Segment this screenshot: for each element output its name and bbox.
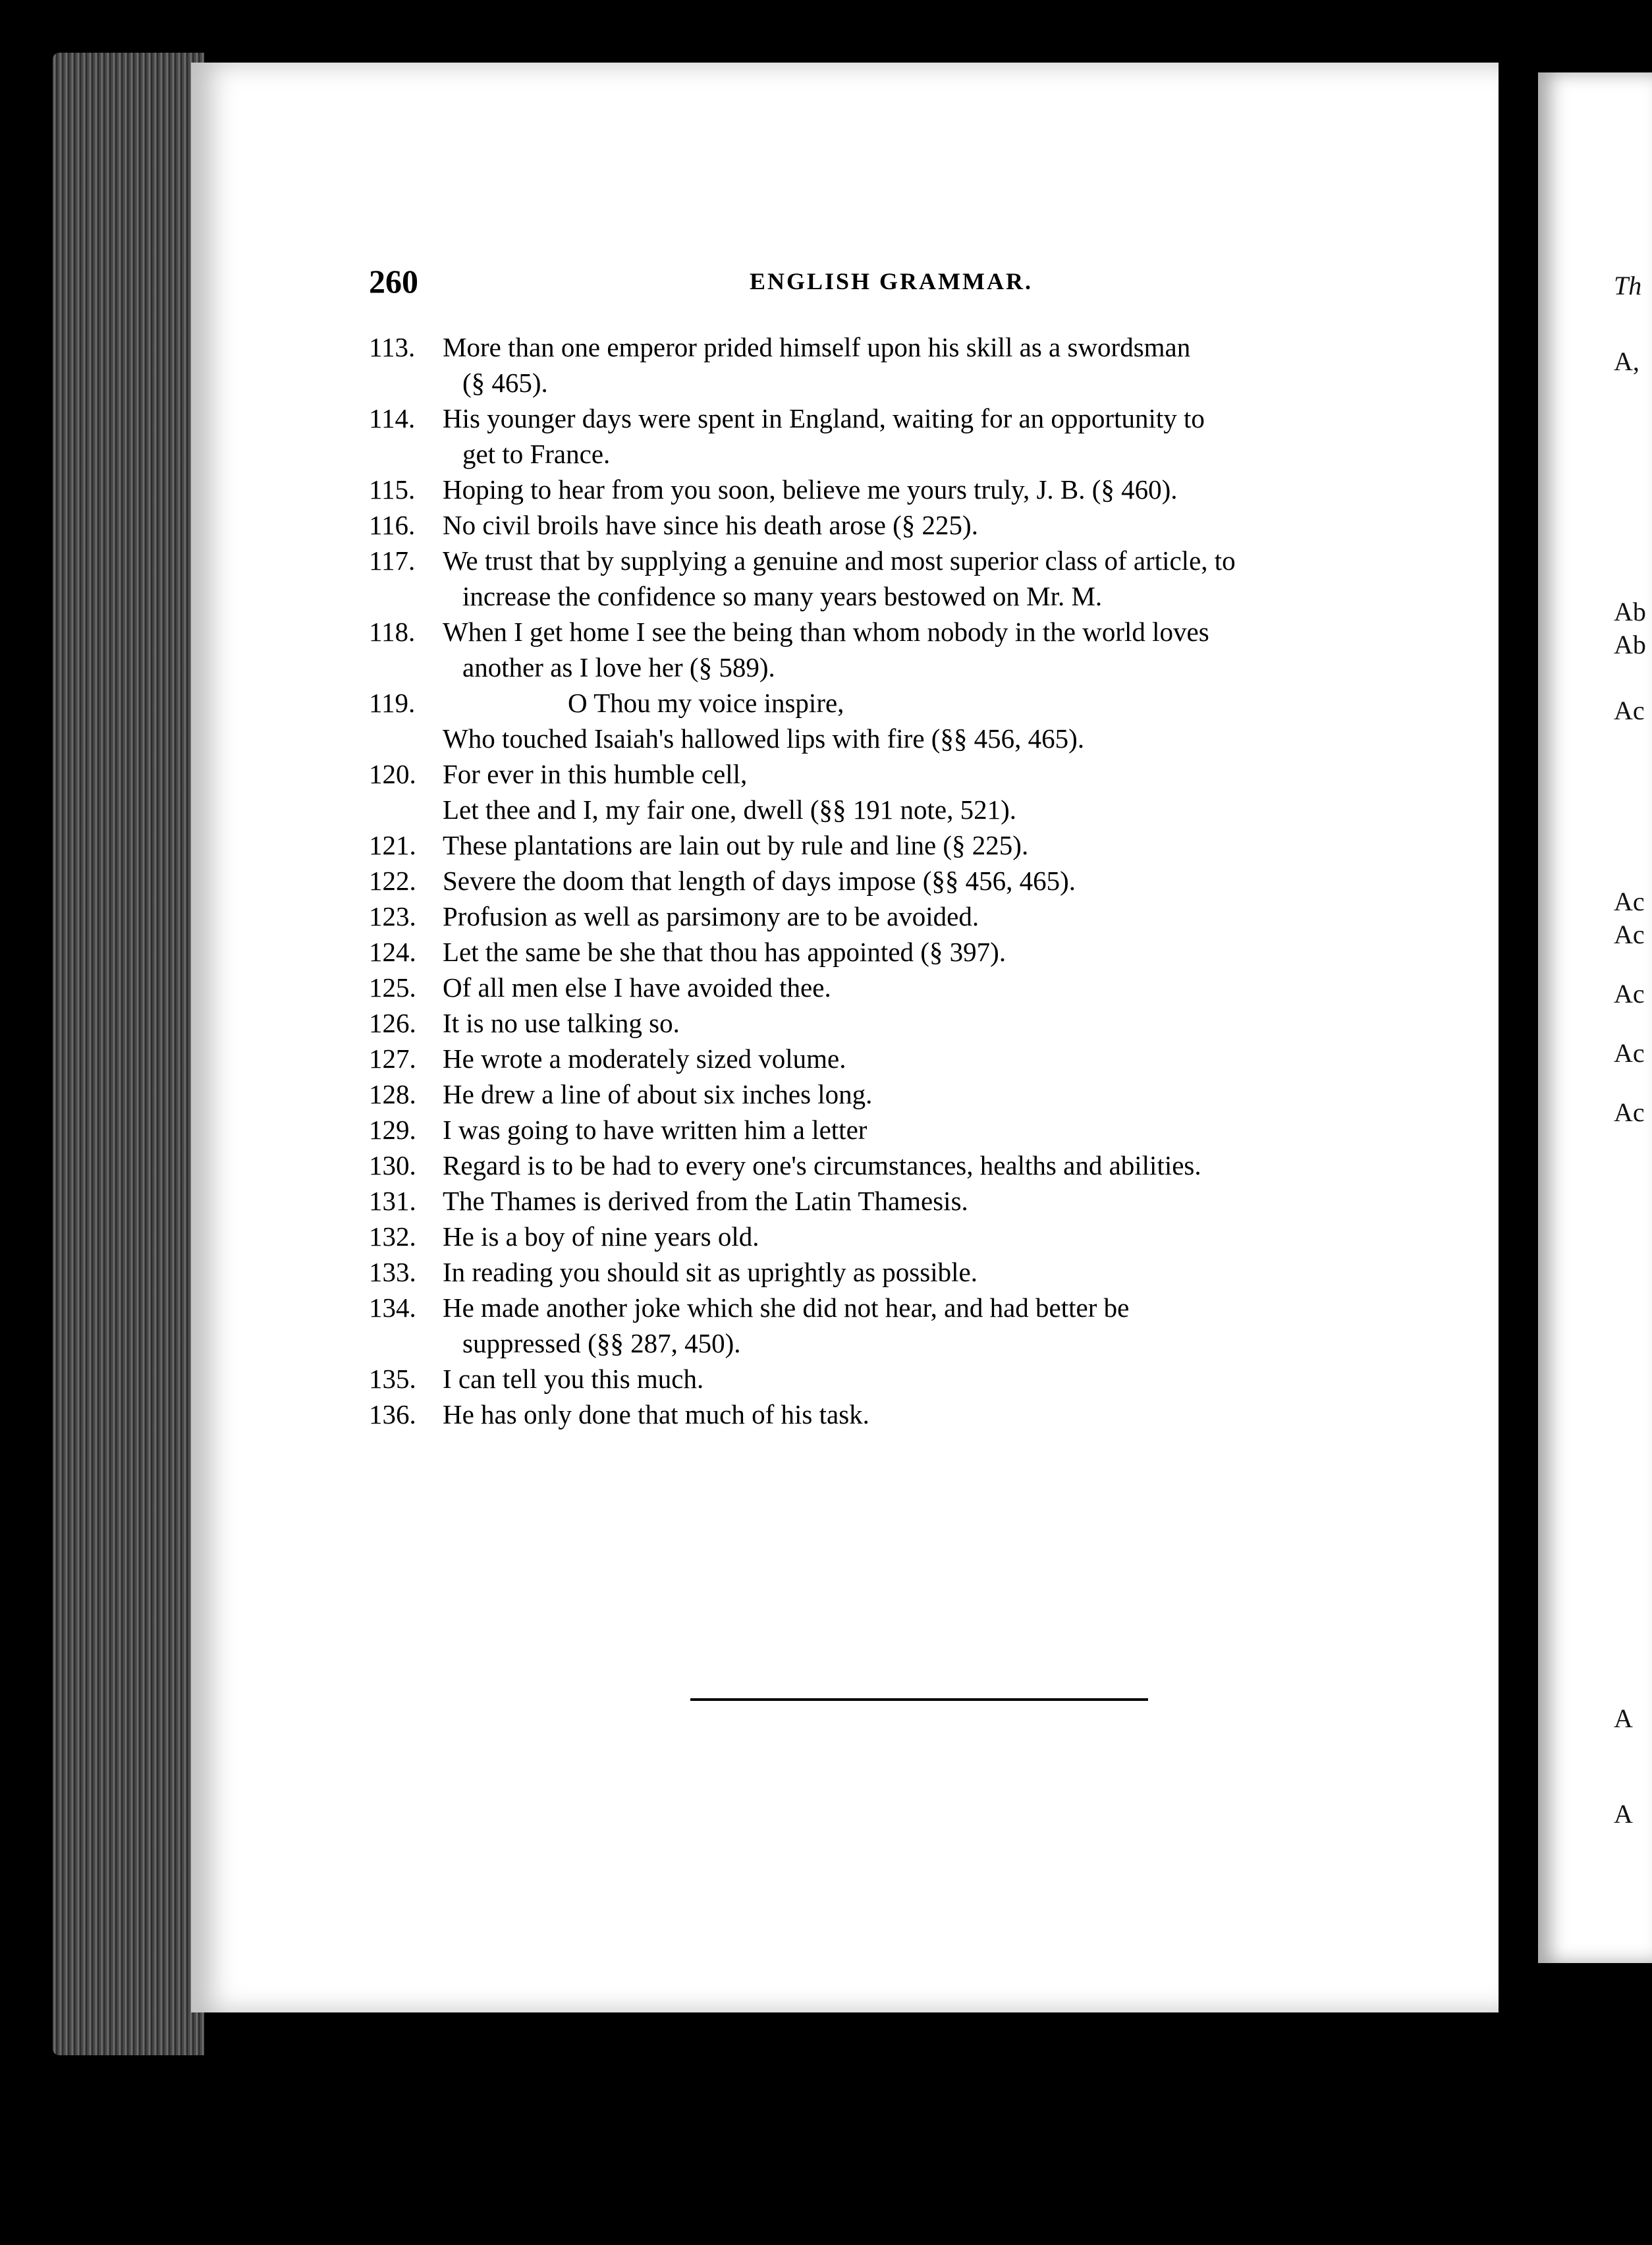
exercise-item	[369, 756, 1443, 827]
exercise-line: Of all men else I have avoided thee.	[443, 972, 831, 1003]
exercise-line: increase the confidence so many years bestowed on Mr. M.	[462, 581, 1103, 611]
exercise-number: 123.	[369, 901, 416, 931]
facing-fragment: A	[1614, 1799, 1633, 1829]
facing-fragment: Th	[1614, 271, 1642, 300]
exercise-number: 131.	[369, 1186, 416, 1216]
facing-fragment: Ab	[1614, 630, 1646, 659]
exercise-line: No civil broils have since his death arose (§ 225).	[443, 510, 978, 540]
exercise-line: Let the same be she that thou has appointed (§ 397).	[443, 937, 1006, 967]
exercise-number: 114.	[369, 403, 416, 433]
exercise-number: 134.	[369, 1292, 416, 1323]
exercise-item	[369, 1397, 1443, 1432]
exercise-item	[369, 1254, 1443, 1290]
exercise-number: 115.	[369, 474, 416, 505]
facing-page	[1538, 72, 1652, 1963]
exercise-item	[369, 1076, 1443, 1112]
exercise-item	[369, 970, 1443, 1005]
exercise-item	[369, 614, 1443, 685]
exercise-line: When I get home I see the being than whom nobody in the world loves	[443, 617, 1209, 647]
exercise-line: Profusion as well as parsimony are to be avoided.	[443, 901, 979, 931]
exercise-item	[369, 1005, 1443, 1041]
exercise-line: get to France.	[462, 439, 611, 469]
exercise-number: 135.	[369, 1364, 416, 1394]
exercise-line: O Thou my voice inspire,	[568, 688, 844, 718]
facing-fragment: Ac	[1614, 1038, 1645, 1068]
exercise-item	[369, 863, 1443, 899]
exercise-line: He has only done that much of his task.	[443, 1399, 869, 1429]
facing-fragment: Ac	[1614, 920, 1645, 949]
exercise-item	[369, 401, 1443, 472]
page-number: 260	[369, 263, 418, 300]
exercise-line: Who touched Isaiah's hallowed lips with fire (§§ 456, 465).	[443, 723, 1085, 754]
facing-fragment: Ac	[1614, 887, 1645, 916]
exercise-item	[369, 1290, 1443, 1361]
exercise-line: Regard is to be had to every one's circumstances, healths and abilities.	[443, 1150, 1201, 1180]
exercise-number: 124.	[369, 937, 416, 967]
facing-fragment: Ac	[1614, 979, 1645, 1009]
exercise-number: 125.	[369, 972, 416, 1003]
exercise-item	[369, 472, 1443, 507]
running-head	[369, 262, 1436, 302]
exercise-item	[369, 1148, 1443, 1183]
exercise-item	[369, 685, 1443, 756]
exercise-line: Hoping to hear from you soon, believe me yours truly, J. B. (§ 460).	[443, 474, 1178, 505]
exercise-line: More than one emperor prided himself upon his skill as a swordsman	[443, 332, 1191, 362]
exercise-item	[369, 1112, 1443, 1148]
exercise-item	[369, 899, 1443, 934]
exercise-number: 127.	[369, 1043, 416, 1074]
exercise-line: In reading you should sit as uprightly as possible.	[443, 1257, 977, 1287]
exercise-line: (§ 465).	[462, 368, 548, 398]
exercise-number: 122.	[369, 866, 416, 896]
exercise-number: 118.	[369, 617, 416, 647]
exercise-number: 128.	[369, 1079, 416, 1109]
exercise-line: His younger days were spent in England, waiting for an opportunity to	[443, 403, 1205, 433]
exercise-item	[369, 1041, 1443, 1076]
exercise-item	[369, 827, 1443, 863]
exercise-line: Let thee and I, my fair one, dwell (§§ 191 note, 521).	[443, 794, 1016, 825]
exercise-number: 119.	[369, 688, 416, 718]
exercise-line: He is a boy of nine years old.	[443, 1221, 759, 1252]
exercise-item	[369, 1219, 1443, 1254]
facing-fragment: A,	[1614, 346, 1639, 376]
running-title: ENGLISH GRAMMAR.	[750, 268, 1033, 294]
exercise-number: 130.	[369, 1150, 416, 1180]
end-rule	[690, 1698, 1148, 1701]
exercise-item	[369, 1361, 1443, 1397]
exercise-number: 121.	[369, 830, 416, 860]
exercise-line: another as I love her (§ 589).	[462, 652, 775, 682]
exercise-number: 129.	[369, 1115, 416, 1145]
exercise-list	[369, 329, 1443, 1432]
exercise-item	[369, 543, 1443, 614]
exercise-number: 133.	[369, 1257, 416, 1287]
exercise-item	[369, 934, 1443, 970]
exercise-line: I was going to have written him a letter	[443, 1115, 867, 1145]
exercise-line: It is no use talking so.	[443, 1008, 680, 1038]
exercise-line: suppressed (§§ 287, 450).	[462, 1328, 741, 1358]
exercise-number: 113.	[369, 332, 416, 362]
exercise-line: For ever in this humble cell,	[443, 759, 748, 789]
exercise-line: The Thames is derived from the Latin Thamesis.	[443, 1186, 968, 1216]
exercise-line: He wrote a moderately sized volume.	[443, 1043, 846, 1074]
exercise-number: 136.	[369, 1399, 416, 1429]
exercise-line: He drew a line of about six inches long.	[443, 1079, 873, 1109]
facing-fragment: Ab	[1614, 597, 1646, 626]
exercise-line: Severe the doom that length of days impose (§§ 456, 465).	[443, 866, 1076, 896]
exercise-line: He made another joke which she did not hear, and had better be	[443, 1292, 1130, 1323]
exercise-number: 117.	[369, 545, 416, 576]
exercise-item	[369, 507, 1443, 543]
book-page-edges	[53, 53, 204, 2055]
exercise-line: We trust that by supplying a genuine and most superior class of article, to	[443, 545, 1236, 576]
facing-fragment: Ac	[1614, 696, 1645, 725]
facing-fragment: Ac	[1614, 1097, 1645, 1127]
exercise-line: These plantations are lain out by rule and line (§ 225).	[443, 830, 1029, 860]
exercise-item	[369, 329, 1443, 401]
facing-fragment: A	[1614, 1704, 1633, 1733]
exercise-number: 126.	[369, 1008, 416, 1038]
exercise-number: 120.	[369, 759, 416, 789]
exercise-line: I can tell you this much.	[443, 1364, 704, 1394]
exercise-item	[369, 1183, 1443, 1219]
exercise-number: 116.	[369, 510, 416, 540]
exercise-number: 132.	[369, 1221, 416, 1252]
